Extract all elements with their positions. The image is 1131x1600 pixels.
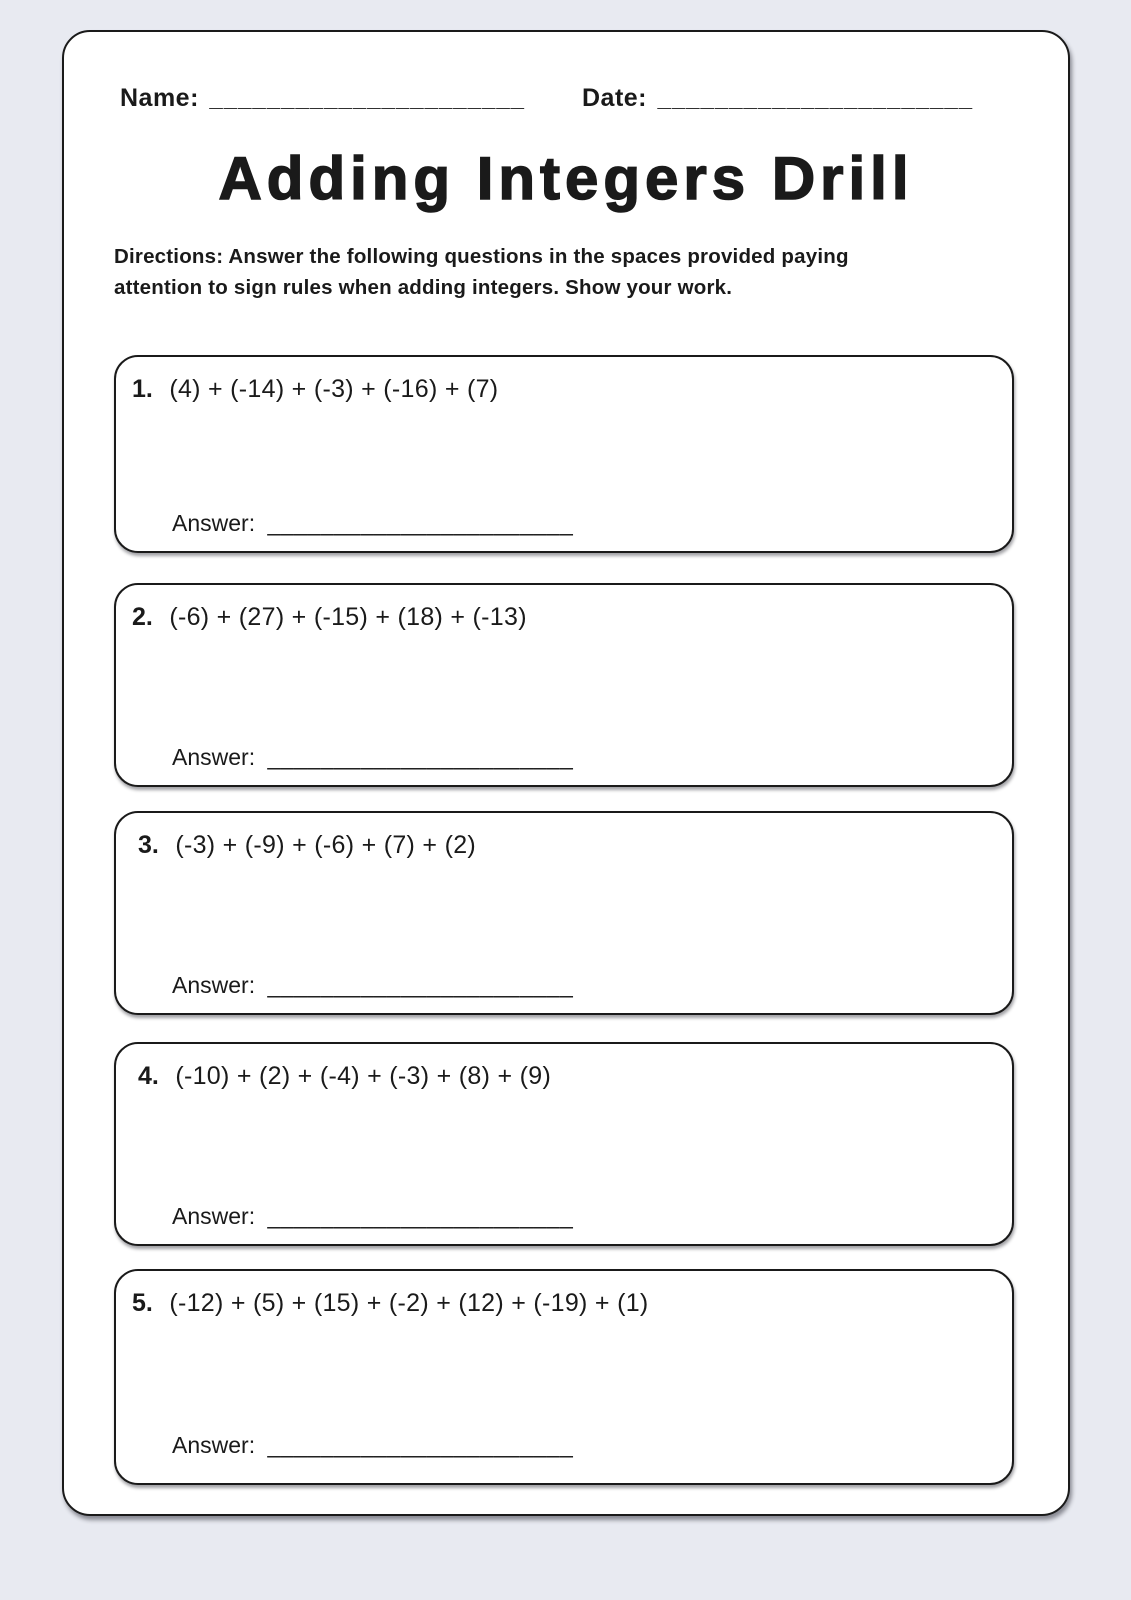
answer-label: Answer: xyxy=(172,744,256,770)
name-label: Name: xyxy=(120,84,199,112)
problem-number: 5. xyxy=(132,1289,153,1317)
problem-statement xyxy=(138,831,996,860)
problem-box-5 xyxy=(114,1269,1014,1485)
answer-label: Answer: xyxy=(172,972,256,998)
problem-number: 2. xyxy=(132,603,153,631)
problem-expression: (-12) + (5) + (15) + (-2) + (12) + (-19) + (1) xyxy=(169,1289,649,1317)
worksheet-card xyxy=(62,30,1070,1516)
problem-statement xyxy=(132,375,996,404)
page-title: Adding Integers Drill xyxy=(218,145,914,212)
problem-expression: (4) + (-14) + (-3) + (-16) + (7) xyxy=(169,375,499,403)
problem-statement xyxy=(132,1289,996,1318)
answer-blank[interactable]: _______________________ xyxy=(267,510,574,536)
problem-statement xyxy=(132,603,996,632)
answer-label: Answer: xyxy=(172,510,256,536)
answer-row xyxy=(172,744,573,771)
answer-blank[interactable]: _______________________ xyxy=(267,1203,574,1229)
date-field xyxy=(582,84,973,113)
answer-label: Answer: xyxy=(172,1203,256,1229)
answer-row xyxy=(172,1203,573,1230)
date-label: Date: xyxy=(582,84,648,112)
name-field xyxy=(120,84,525,113)
directions-text: Directions: Answer the following questions in the spaces provided paying attention to sign rules when adding integers. Show your work. xyxy=(114,245,849,299)
problem-box-2 xyxy=(114,583,1014,787)
name-blank[interactable]: ______________________ xyxy=(209,85,526,112)
answer-blank[interactable]: _______________________ xyxy=(267,1432,574,1458)
problem-box-4 xyxy=(114,1042,1014,1246)
date-blank[interactable]: ______________________ xyxy=(657,85,974,112)
answer-label: Answer: xyxy=(172,1432,256,1458)
answer-row xyxy=(172,510,573,537)
problem-expression: (-6) + (27) + (-15) + (18) + (-13) xyxy=(169,603,527,631)
problem-number: 1. xyxy=(132,375,153,403)
problem-number: 3. xyxy=(138,831,159,859)
problem-expression: (-10) + (2) + (-4) + (-3) + (8) + (9) xyxy=(175,1062,552,1090)
problem-box-1 xyxy=(114,355,1014,553)
answer-row xyxy=(172,1432,573,1459)
problem-expression: (-3) + (-9) + (-6) + (7) + (2) xyxy=(175,831,477,859)
problem-statement xyxy=(138,1062,996,1091)
answer-blank[interactable]: _______________________ xyxy=(267,744,574,770)
problem-number: 4. xyxy=(138,1062,159,1090)
answer-row xyxy=(172,972,573,999)
answer-blank[interactable]: _______________________ xyxy=(267,972,574,998)
problem-box-3 xyxy=(114,811,1014,1015)
